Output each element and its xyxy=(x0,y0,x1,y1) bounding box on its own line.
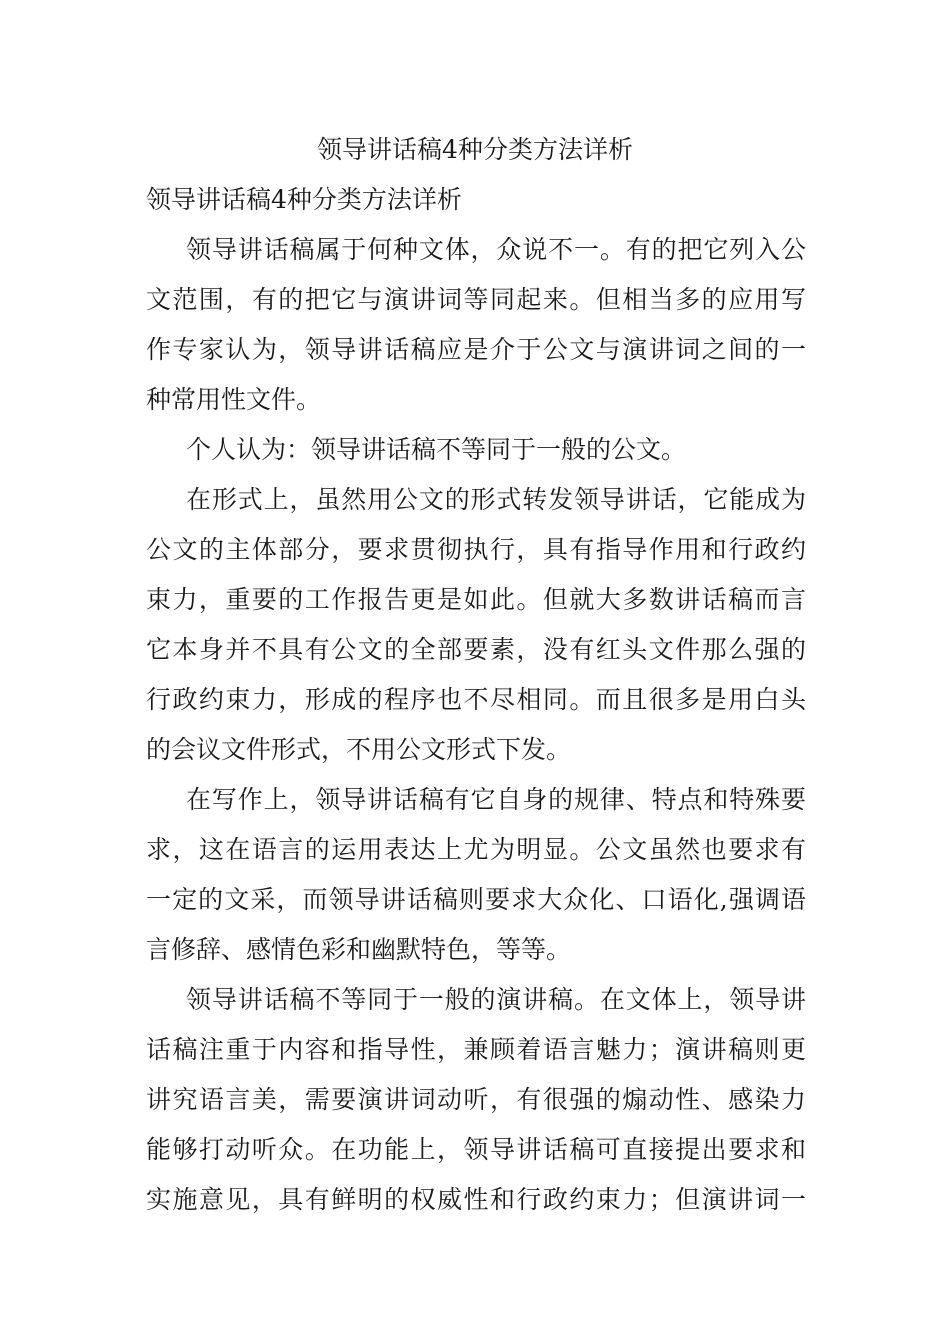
body-line: 在形式上，虽然用公文的形式转发领导讲话，它能成为 xyxy=(186,485,806,514)
body-line: 作专家认为，领导讲话稿应是介于公文与演讲词之间的一 xyxy=(146,335,806,364)
body-line: 公文的主体部分，要求贯彻执行，具有指导作用和行政约 xyxy=(146,535,806,564)
body-line: 话稿注重于内容和指导性，兼顾着语言魅力；演讲稿则更 xyxy=(146,1035,806,1064)
body-line: 言修辞、感情色彩和幽默特色，等等。 xyxy=(146,935,572,964)
body-line: 求，这在语言的运用表达上尤为明显。公文虽然也要求有 xyxy=(146,835,806,864)
document-title: 领导讲话稿4种分类方法详析 xyxy=(317,135,633,164)
body-line: 它本身并不具有公文的全部要素，没有红头文件那么强的 xyxy=(146,635,806,664)
body-line: 文范围，有的把它与演讲词等同起来。但相当多的应用写 xyxy=(146,285,806,314)
body-line: 能够打动听众。在功能上，领导讲话稿可直接提出要求和 xyxy=(146,1135,806,1164)
body-line: 在写作上，领导讲话稿有它自身的规律、特点和特殊要 xyxy=(186,785,806,814)
body-line: 领导讲话稿不等同于一般的演讲稿。在文体上，领导讲 xyxy=(186,985,806,1014)
body-line: 实施意见，具有鲜明的权威性和行政约束力；但演讲词一 xyxy=(146,1185,806,1214)
body-line: 行政约束力，形成的程序也不尽相同。而且很多是用白头 xyxy=(146,685,806,714)
body-line: 的会议文件形式，不用公文形式下发。 xyxy=(146,735,572,764)
body-line: 一定的文采，而领导讲话稿则要求大众化、口语化,强调语 xyxy=(146,885,806,914)
document-subtitle: 领导讲话稿4种分类方法详析 xyxy=(146,185,462,214)
body-line: 领导讲话稿属于何种文体，众说不一。有的把它列入公 xyxy=(186,235,806,264)
body-line: 个人认为：领导讲话稿不等同于一般的公文。 xyxy=(186,435,687,464)
body-line: 讲究语言美，需要演讲词动听，有很强的煽动性、感染力 xyxy=(146,1085,806,1114)
body-line: 种常用性文件。 xyxy=(146,385,322,414)
body-line: 束力，重要的工作报告更是如此。但就大多数讲话稿而言 xyxy=(146,585,806,614)
